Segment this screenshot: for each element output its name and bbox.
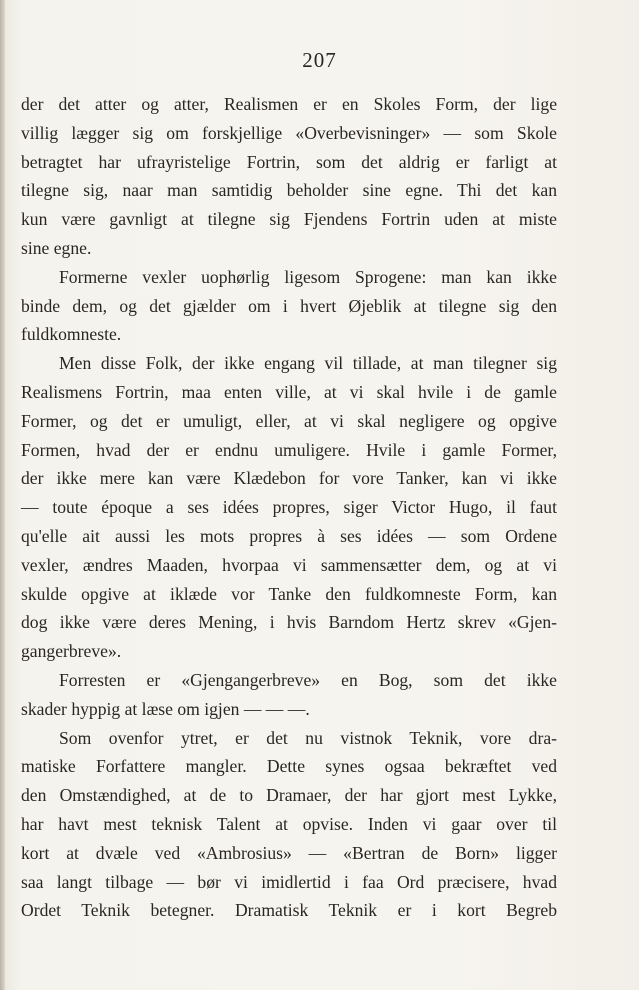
text-line: matiske Forfattere mangler. Dette synes ogsaa bekræftet ved xyxy=(21,756,557,777)
text-line: skulde opgive at iklæde vor Tanke den fuldkomneste Form, kan xyxy=(21,583,557,604)
text-line: Men disse Folk, der ikke engang vil tillade, at man tilegner sig xyxy=(59,353,557,374)
text-line: Formen, hvad der er endnu umuligere. Hvile i gamle Former, xyxy=(21,439,557,460)
text-line: kort at dvæle ved «Ambrosius» — «Bertran de Born» ligger xyxy=(21,842,557,863)
text-line: sine egne. xyxy=(21,237,92,258)
text-line: qu'elle ait aussi les mots propres à ses idées — som Ordene xyxy=(21,525,557,546)
text-line: betragtet har ufrayristelige Fortrin, som det aldrig er farligt at xyxy=(21,151,557,172)
text-line: dog ikke være deres Mening, i hvis Barndom Hertz skrev «Gjen- xyxy=(21,612,557,633)
page-spine-shadow xyxy=(0,0,5,990)
text-line: binde dem, og det gjælder om i hvert Øjeblik at tilegne sig den xyxy=(21,295,557,316)
text-line: Forresten er «Gjengangerbreve» en Bog, som det ikke xyxy=(59,669,557,690)
text-line: skader hyppig at læse om igjen — — —. xyxy=(21,698,310,719)
text-line: Former, og det er umuligt, eller, at vi skal negligere og opgive xyxy=(21,410,557,431)
text-line: gangerbreve». xyxy=(21,641,122,662)
body-text xyxy=(21,90,557,925)
text-line: tilegne sig, naar man samtidig beholder sine egne. Thi det kan xyxy=(21,180,557,201)
text-line: Ordet Teknik betegner. Dramatisk Teknik er i kort Begreb xyxy=(21,900,557,921)
text-line: saa langt tilbage — bør vi imidlertid i faa Ord præcisere, hvad xyxy=(21,871,557,892)
text-line: har havt mest teknisk Talent at opvise. Inden vi gaar over til xyxy=(21,813,557,834)
text-line: — toute époque a ses idées propres, siger Victor Hugo, il faut xyxy=(21,497,557,518)
page-number: 207 xyxy=(302,48,337,72)
text-line: Formerne vexler uophørlig ligesom Sprogene: man kan ikke xyxy=(59,266,557,287)
text-line: den Omstændighed, at de to Dramaer, der har gjort mest Lykke, xyxy=(21,785,557,806)
text-line: Realismens Fortrin, maa enten ville, at vi skal hvile i de gamle xyxy=(21,381,557,402)
text-line: vexler, ændres Maaden, hvorpaa vi sammensætter dem, og at vi xyxy=(21,554,557,575)
text-line: villig lægger sig om forskjellige «Overbevisninger» — som Skole xyxy=(21,122,557,143)
text-line: fuldkomneste. xyxy=(21,324,122,345)
text-line: Som ovenfor ytret, er det nu vistnok Teknik, vore dra- xyxy=(59,727,557,748)
text-line: kun være gavnligt at tilegne sig Fjendens Fortrin uden at miste xyxy=(21,209,557,230)
text-line: der det atter og atter, Realismen er en Skoles Form, der lige xyxy=(21,94,557,114)
text-line: der ikke mere kan være Klædebon for vore Tanker, kan vi ikke xyxy=(21,468,557,489)
